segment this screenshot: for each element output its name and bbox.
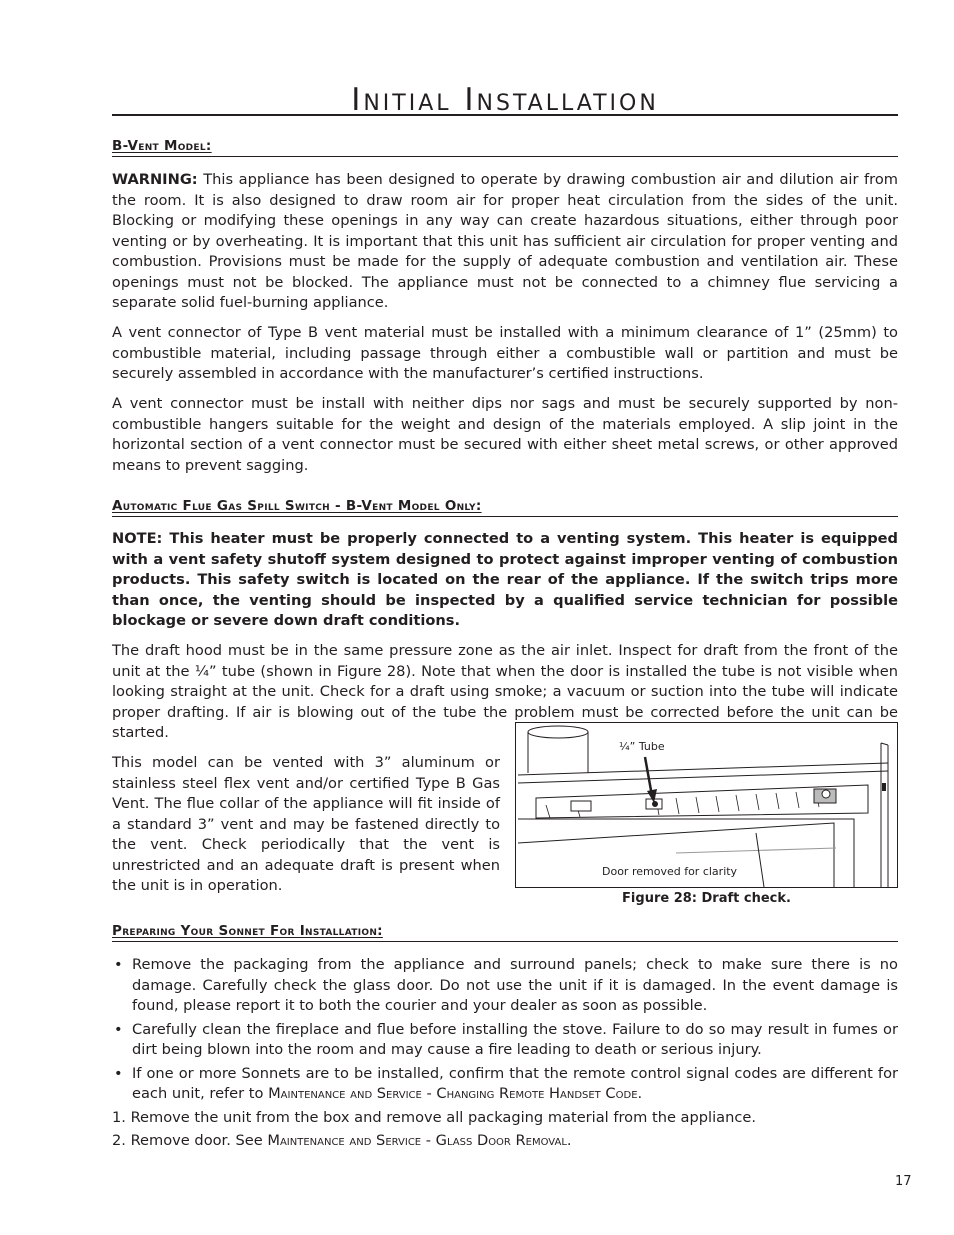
list-item — [112, 1020, 898, 1061]
section-rule — [112, 156, 898, 157]
section-heading-text: Automatic Flue Gas Spill Switch - B-Vent Model Only: — [112, 498, 482, 514]
vent-support-text: A vent connector must be install with neither dips nor sags and must be securely supported by non-combustible hangers suitable for the weight and design of the materials employed. A slip joint in the horizontal section of a vent connector must be secured with either sheet metal screws, or other approved means to prevent sagging. — [112, 395, 898, 474]
door-removed-label: Door removed for clarity — [602, 865, 738, 878]
draft-check-illustration — [516, 723, 897, 887]
cross-reference-glass-door: Maintenance and Service - Glass Door Removal — [267, 1132, 567, 1149]
draft-hood-text: The draft hood must be in the same pressure zone as the air inlet. Inspect for draft from the front of the unit at the ¼” tube (shown in Figure 28). Note that when the door is installed the tube is not visible when looking straight at the unit. Check for a draft using smoke; a vacuum or suction into the tube will indicate proper drafting. If air is blowing out of the tube the problem must be corrected before the unit can be started. — [112, 642, 898, 741]
step-1: 1. Remove the unit from the box and remove all packaging material from the appliance. — [112, 1108, 756, 1126]
warning-label: WARNING: — [112, 171, 198, 188]
figure-28-draft-check — [515, 722, 898, 888]
list-item-text: Remove the packaging from the appliance and surround panels; check to make sure there is no damage. Carefully check the glass door. Do not use the unit if it is damaged. In the event damage is found, please report it to both the courier and your dealer as soon as possible. — [132, 956, 898, 1014]
page-number: 17 — [895, 1174, 912, 1189]
section-heading-spill-switch — [112, 497, 898, 517]
section-heading-text: B-Vent Model: — [112, 138, 212, 154]
note-paragraph — [112, 529, 898, 632]
step-2-text: 2. Remove door. See — [112, 1132, 263, 1149]
page-title: Initial Installation — [351, 82, 659, 118]
preparation-list — [112, 955, 898, 1152]
note-text: NOTE: This heater must be properly connected to a venting system. This heater is equipped with a vent safety shutoff system designed to protect against improper venting of combustion products. This safety switch is located on the rear of the appliance. If the switch trips more than once, the venting should be inspected by a qualified service technician for possible blockage or severe down draft conditions. — [112, 530, 898, 629]
section-heading-text: Preparing Your Sonnet For Installation: — [112, 923, 383, 939]
warning-paragraph — [112, 170, 898, 314]
cross-reference-remote-code: Maintenance and Service - Changing Remote Handset Code — [268, 1085, 638, 1102]
step-2: 2. Remove door. See Maintenance and Service - Glass Door Removal. — [112, 1132, 572, 1149]
list-item-text: Carefully clean the fireplace and flue before installing the stove. Failure to do so may result in fumes or dirt being blown into the room and may cause a fire leading to death or serious injury. — [132, 1020, 898, 1058]
flex-vent-text: This model can be vented with 3” aluminum or stainless steel flex vent and/or certified Type B Gas Vent. The flue collar of the appliance will fit inside of a standard 3” vent and may be fastened directly to the vent. Check periodically that the vent is unrestricted and an adequate draft is present when the unit is in operation. — [112, 754, 500, 894]
flex-vent-paragraph — [112, 753, 500, 897]
list-item-text: If one or more Sonnets are to be installed, confirm that the remote control signal codes are different for each unit, refer to — [132, 1064, 898, 1102]
warning-text: This appliance has been designed to operate by drawing combustion air and dilution air from the room. It is also designed to draw room air for proper heat circulation from the sides of the unit. Blocking or modifying these openings in any way can create hazardous situations, either through poor venting or by overheating. It is important that this unit has sufficient air circulation for proper venting and combustion. Provisions must be made for the supply of adequate combustion and ventilation air. These openings must not be blocked. The appliance must not be connected to a chimney flue servicing a separate solid fuel-burning appliance. — [112, 171, 898, 311]
section-rule — [112, 941, 898, 942]
figure-caption: Figure 28: Draft check. — [622, 891, 791, 906]
tube-label: ¼” Tube — [619, 740, 665, 753]
vent-connector-paragraph — [112, 323, 898, 385]
vent-connector-text: A vent connector of Type B vent material must be installed with a minimum clearance of 1” (25mm) to combustible material, including passage through either a combustible wall or partition and must be securely assembled in accordance with the manufacturer’s certified instructions. — [112, 324, 898, 382]
section-heading-preparing — [112, 922, 898, 942]
title-rule — [112, 114, 898, 116]
list-item — [112, 955, 898, 1017]
bullet-dot: • — [114, 1064, 123, 1082]
bullet-dot: • — [114, 956, 123, 973]
bullet-dot: • — [114, 1020, 123, 1038]
vent-support-paragraph — [112, 394, 898, 476]
list-item: • If one or more Sonnets are to be installed, confirm that the remote control signal codes are different for each unit, refer to Maintenance and Service - Changing Remote Handset Code. — [114, 1064, 898, 1102]
section-rule — [112, 516, 898, 517]
section-heading-b-vent — [112, 137, 898, 157]
